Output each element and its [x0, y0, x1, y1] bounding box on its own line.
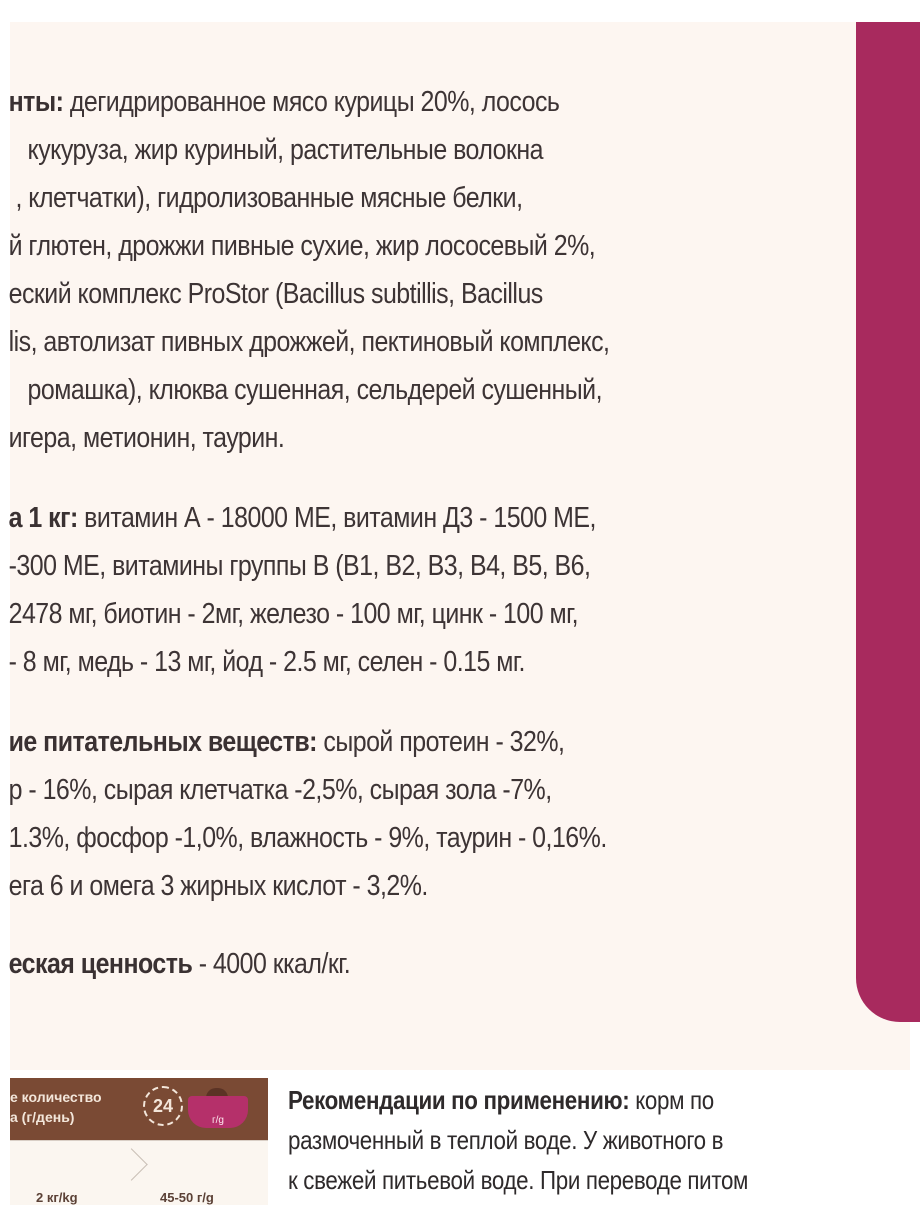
nutrients-paragraph — [9, 718, 607, 910]
bowl-icon: г/g — [188, 1096, 248, 1128]
recommendations-line-3: к свежей питьевой воде. При переводе питом — [288, 1165, 749, 1195]
ingredients-heading: нты: — [8, 86, 64, 118]
feeding-amount-cell: 45-50 г/g — [160, 1190, 214, 1205]
ingredients-line-3: , клетчатки), гидролизованные мясные белки, — [15, 182, 523, 214]
vitamins-heading: а 1 кг: — [8, 502, 78, 534]
chevron-right-icon — [115, 1148, 148, 1181]
ingredients-paragraph — [9, 78, 610, 462]
recommendations-line-1-text: корм по — [629, 1085, 714, 1115]
accent-bar — [856, 22, 920, 1022]
nutrients-heading: ие питательных веществ: — [8, 726, 317, 758]
ingredients-line-text: дегидрированное мясо курицы 20%, лосось — [63, 86, 560, 118]
recommendations-text — [288, 1080, 920, 1200]
ingredients-line-4: й глютен, дрожжи пивные сухие, жир лососевый 2%, — [8, 230, 596, 262]
vitamins-line-4: - 8 мг, медь - 13 мг, йод - 2.5 мг, селен - 0.15 мг. — [8, 646, 525, 678]
recommendations-line-1 — [288, 1080, 832, 1120]
feeding-table-header — [10, 1078, 268, 1140]
vitamins-line-text: витамин А - 18000 МЕ, витамин Д3 - 1500 МЕ, — [77, 502, 596, 534]
energy-paragraph — [9, 940, 351, 988]
vitamins-paragraph — [9, 494, 596, 686]
feeding-weight-cell: 2 кг/kg — [36, 1190, 78, 1205]
energy-value: - 4000 ккал/кг. — [192, 948, 351, 980]
nutrients-line-2: р - 16%, сырая клетчатка -2,5%, сырая зола -7%, — [8, 774, 552, 806]
nutrients-line-4: ега 6 и омега 3 жирных кислот - 3,2%. — [8, 870, 428, 902]
nutrients-line-3: 1.3%, фосфор -1,0%, влажность - 9%, таурин - 0,16%. — [8, 822, 607, 854]
feeding-title-line-2: а (г/день) — [10, 1109, 75, 1125]
ingredients-line-7: ромашка), клюква сушенная, сельдерей сушенный, — [27, 374, 603, 406]
ingredients-line-2: кукуруза, жир куриный, растительные волокна — [27, 134, 544, 166]
recommendations-heading: Рекомендации по применению: — [288, 1085, 630, 1115]
ingredients-line-6: lis, автолизат пивных дрожжей, пектиновый комплекс, — [8, 326, 610, 358]
nutrients-line-1 — [9, 718, 607, 766]
feeding-table — [10, 1078, 268, 1205]
recommendations-line-2: размоченный в теплой воде. У животного в — [288, 1125, 724, 1155]
ingredients-line-8: игера, метионин, таурин. — [8, 422, 285, 454]
ingredients-line-5: еский комплекс ProStor (Bacillus subtillis, Bacillus — [8, 278, 543, 310]
vitamins-line-2: -300 МЕ, витамины группы В (В1, В2, В3, В4, В5, В6, — [8, 550, 591, 582]
feeding-table-title — [10, 1087, 102, 1127]
vitamins-line-1 — [9, 494, 596, 542]
clock-icon: 24 — [143, 1086, 183, 1126]
energy-heading: еская ценность — [8, 948, 193, 980]
energy-line — [9, 940, 351, 988]
vitamins-line-3: 2478 мг, биотин - 2мг, железо - 100 мг, цинк - 100 мг, — [8, 598, 579, 630]
nutrients-line-text: сырой протеин - 32%, — [316, 726, 565, 758]
ingredients-line-1 — [9, 78, 610, 126]
feeding-title-line-1: е количество — [10, 1089, 102, 1105]
